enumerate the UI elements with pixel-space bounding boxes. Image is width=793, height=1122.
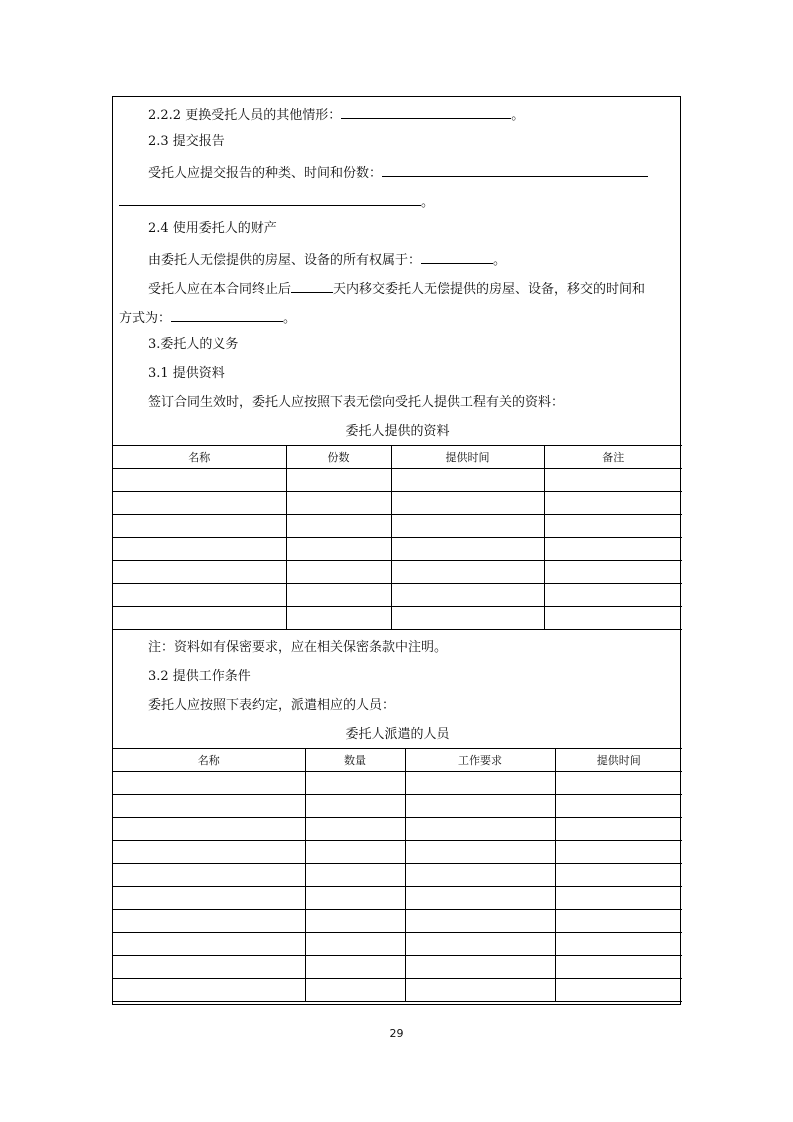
column-header: 名称 xyxy=(113,749,305,772)
table-cell[interactable] xyxy=(305,956,405,979)
table-cell[interactable] xyxy=(544,561,682,584)
materials-intro: 签订合同生效时，委托人应按照下表无偿向受托人提供工程有关的资料： xyxy=(148,395,565,410)
table-cell[interactable] xyxy=(113,956,305,979)
table-row xyxy=(113,538,682,561)
table-cell[interactable] xyxy=(113,538,286,561)
table-cell[interactable] xyxy=(286,469,391,492)
table-cell[interactable] xyxy=(405,956,555,979)
table-cell[interactable] xyxy=(305,933,405,956)
table-cell[interactable] xyxy=(555,795,682,818)
blank-field[interactable] xyxy=(119,192,421,206)
ownership-line: 由委托人无偿提供的房屋、设备的所有权属于： 。 xyxy=(148,250,506,269)
table-cell[interactable] xyxy=(405,818,555,841)
table-row xyxy=(113,607,682,630)
column-header: 数量 xyxy=(305,749,405,772)
table-header-row xyxy=(113,446,682,469)
table-cell[interactable] xyxy=(405,795,555,818)
return-line-cont: 方式为： 。 xyxy=(119,308,296,327)
table-cell[interactable] xyxy=(113,492,286,515)
table-row xyxy=(113,979,682,1002)
table-cell[interactable] xyxy=(113,795,305,818)
staff-intro: 委托人应按照下表约定，派遣相应的人员： xyxy=(148,698,396,713)
confidentiality-note: 注：资料如有保密要求，应在相关保密条款中注明。 xyxy=(148,640,448,655)
table-row xyxy=(113,584,682,607)
table-cell[interactable] xyxy=(555,841,682,864)
return-line: 受托人应在本合同终止后 天内移交委托人无偿提供的房屋、设备，移交的时间和 xyxy=(148,279,645,298)
table-cell[interactable] xyxy=(405,979,555,1002)
table-cell[interactable] xyxy=(544,492,682,515)
table1-caption: 委托人提供的资料 xyxy=(345,424,450,439)
materials-table xyxy=(113,445,682,630)
table-row xyxy=(113,887,682,910)
table-cell[interactable] xyxy=(113,772,305,795)
table-cell[interactable] xyxy=(113,607,286,630)
table-cell[interactable] xyxy=(305,772,405,795)
table-row xyxy=(113,561,682,584)
table-cell[interactable] xyxy=(555,933,682,956)
heading-2-3: 2.3 提交报告 xyxy=(148,134,225,149)
table-cell[interactable] xyxy=(544,607,682,630)
clause-2-2-2-text: 2.2.2 更换受托人员的其他情形： xyxy=(148,108,342,123)
table-cell[interactable] xyxy=(555,772,682,795)
table-cell[interactable] xyxy=(305,795,405,818)
table-cell[interactable] xyxy=(544,538,682,561)
heading-3: 3.委托人的义务 xyxy=(148,337,239,352)
table-cell[interactable] xyxy=(405,910,555,933)
table-cell[interactable] xyxy=(305,841,405,864)
table-row xyxy=(113,795,682,818)
table-row xyxy=(113,864,682,887)
column-header: 工作要求 xyxy=(405,749,555,772)
table-cell[interactable] xyxy=(113,561,286,584)
table-cell[interactable] xyxy=(286,515,391,538)
table-cell[interactable] xyxy=(286,492,391,515)
table-cell[interactable] xyxy=(391,469,544,492)
table-cell[interactable] xyxy=(286,584,391,607)
table-cell[interactable] xyxy=(113,515,286,538)
report-line-cont: 。 xyxy=(119,192,434,211)
table-cell[interactable] xyxy=(113,910,305,933)
blank-field[interactable] xyxy=(341,105,511,119)
blank-field[interactable] xyxy=(291,279,333,293)
table-cell[interactable] xyxy=(391,607,544,630)
table-row xyxy=(113,772,682,795)
table-cell[interactable] xyxy=(405,772,555,795)
table-cell[interactable] xyxy=(555,956,682,979)
heading-3-2: 3.2 提供工作条件 xyxy=(148,669,251,684)
column-header: 提供时间 xyxy=(391,446,544,469)
table-cell[interactable] xyxy=(286,607,391,630)
table-row xyxy=(113,910,682,933)
table-cell[interactable] xyxy=(113,841,305,864)
table-cell[interactable] xyxy=(405,933,555,956)
clause-2-2-2: 2.2.2 更换受托人员的其他情形： 。 xyxy=(148,105,524,124)
table-cell[interactable] xyxy=(286,538,391,561)
table-cell[interactable] xyxy=(113,818,305,841)
table-cell[interactable] xyxy=(555,979,682,1002)
table-cell[interactable] xyxy=(405,887,555,910)
table-cell[interactable] xyxy=(405,841,555,864)
table-cell[interactable] xyxy=(391,515,544,538)
table-cell[interactable] xyxy=(305,910,405,933)
blank-field[interactable] xyxy=(171,308,283,322)
table-cell[interactable] xyxy=(544,469,682,492)
column-header: 备注 xyxy=(544,446,682,469)
column-header: 份数 xyxy=(286,446,391,469)
table-cell[interactable] xyxy=(391,584,544,607)
blank-field[interactable] xyxy=(382,163,648,177)
column-header: 名称 xyxy=(113,446,286,469)
table-cell[interactable] xyxy=(544,584,682,607)
table-cell[interactable] xyxy=(555,864,682,887)
table-header-row xyxy=(113,749,682,772)
page-number: 29 xyxy=(389,1027,404,1040)
document-frame xyxy=(112,96,681,1005)
table-cell[interactable] xyxy=(286,561,391,584)
column-header: 提供时间 xyxy=(555,749,682,772)
table-cell[interactable] xyxy=(555,818,682,841)
table-row xyxy=(113,956,682,979)
blank-field[interactable] xyxy=(421,250,493,264)
staff-table xyxy=(113,748,682,1002)
table-cell[interactable] xyxy=(113,887,305,910)
table-cell[interactable] xyxy=(391,561,544,584)
table-cell[interactable] xyxy=(544,515,682,538)
table-cell[interactable] xyxy=(305,979,405,1002)
table-cell[interactable] xyxy=(405,864,555,887)
table-cell[interactable] xyxy=(113,584,286,607)
heading-2-4: 2.4 使用委托人的财产 xyxy=(148,221,277,236)
table-cell[interactable] xyxy=(305,864,405,887)
table-cell[interactable] xyxy=(555,910,682,933)
table-cell[interactable] xyxy=(113,864,305,887)
table-row xyxy=(113,841,682,864)
table-row xyxy=(113,469,682,492)
report-line: 受托人应提交报告的种类、时间和份数： xyxy=(148,163,648,182)
table-row xyxy=(113,515,682,538)
table-cell[interactable] xyxy=(391,492,544,515)
table-cell[interactable] xyxy=(305,887,405,910)
table-cell[interactable] xyxy=(113,469,286,492)
table-cell[interactable] xyxy=(113,933,305,956)
table-cell[interactable] xyxy=(391,538,544,561)
table-cell[interactable] xyxy=(305,818,405,841)
table-cell[interactable] xyxy=(113,979,305,1002)
heading-3-1: 3.1 提供资料 xyxy=(148,366,225,381)
table-row xyxy=(113,818,682,841)
table-row xyxy=(113,492,682,515)
table-row xyxy=(113,933,682,956)
table2-caption: 委托人派遣的人员 xyxy=(345,727,450,742)
table-cell[interactable] xyxy=(555,887,682,910)
